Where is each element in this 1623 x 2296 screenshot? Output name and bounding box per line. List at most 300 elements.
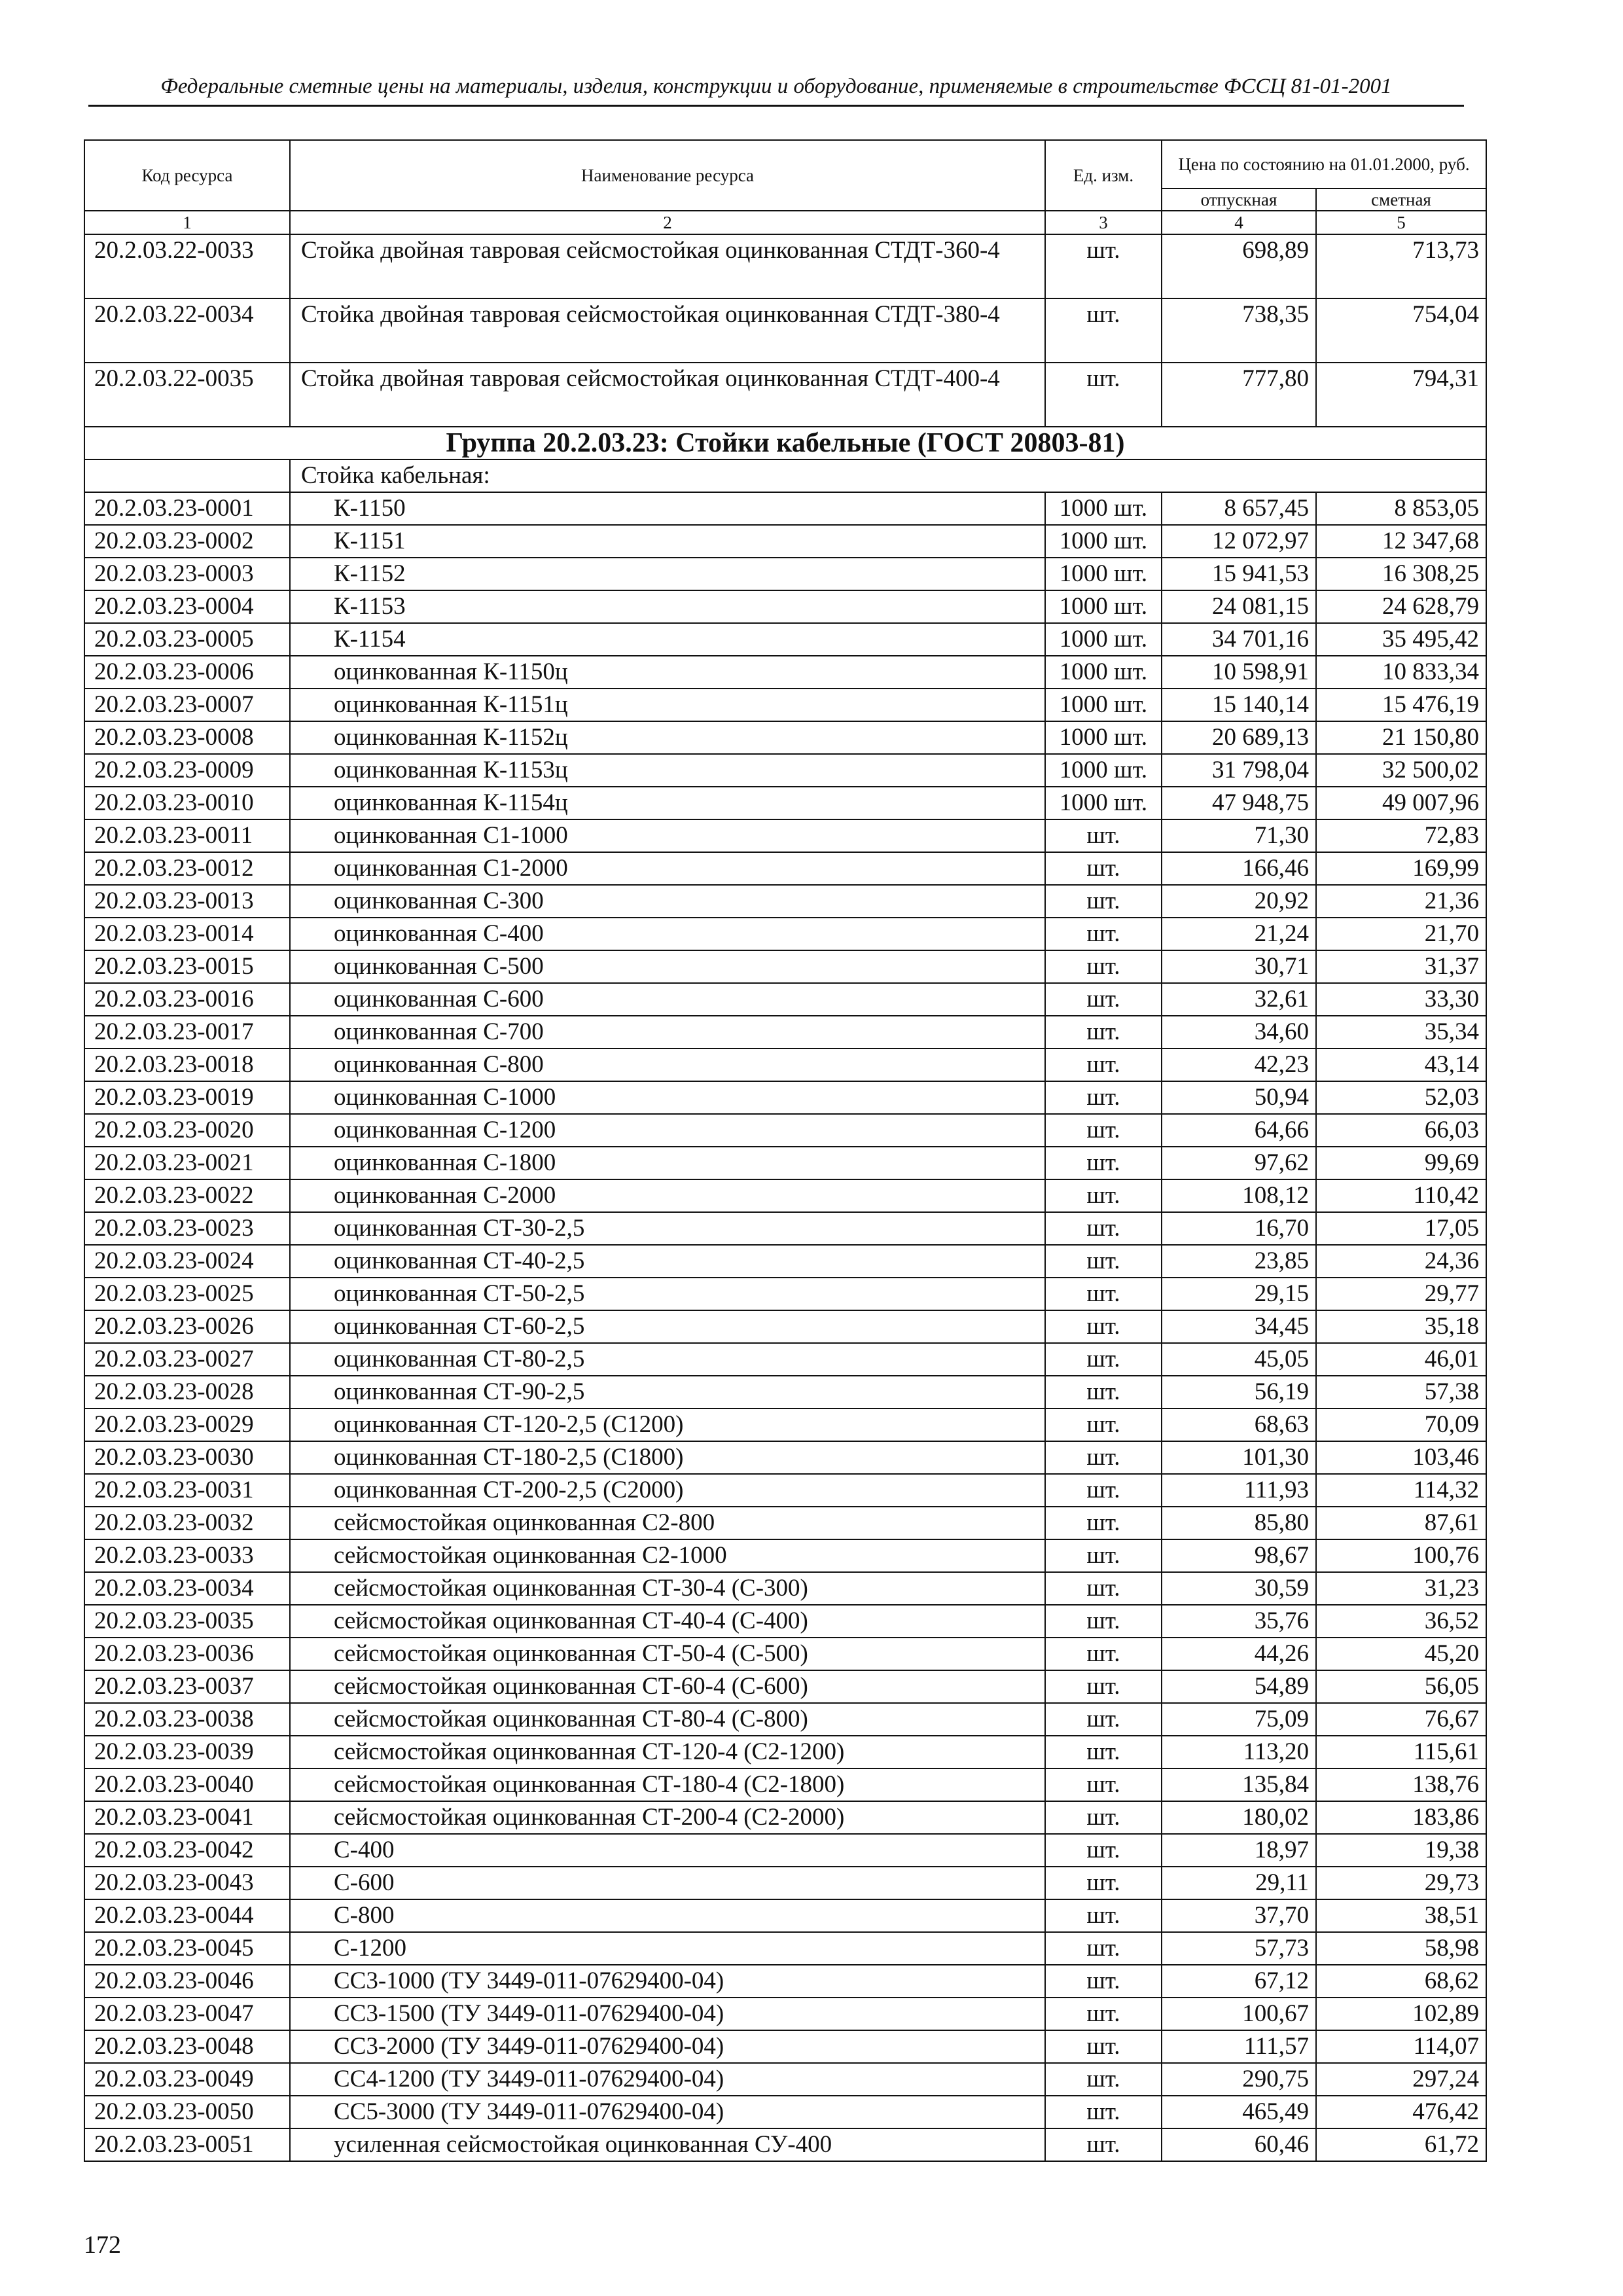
resource-name: оцинкованная С-600 <box>290 983 1045 1016</box>
release-price: 12 072,97 <box>1162 525 1316 558</box>
table-row <box>84 689 1486 721</box>
estimate-price: 713,73 <box>1316 234 1486 298</box>
resource-code: 20.2.03.23-0024 <box>84 1245 290 1278</box>
table-row <box>84 234 1486 298</box>
resource-name: К-1153 <box>290 590 1045 623</box>
release-price: 465,49 <box>1162 2096 1316 2128</box>
release-price: 97,62 <box>1162 1147 1316 1179</box>
unit: шт. <box>1045 1736 1162 1768</box>
table-row <box>84 950 1486 983</box>
table-row <box>84 1343 1486 1376</box>
unit: шт. <box>1045 885 1162 918</box>
resource-code: 20.2.03.23-0018 <box>84 1049 290 1081</box>
resource-name: Стойка двойная тавровая сейсмостойкая оцинкованная СТДТ-360-4 <box>290 234 1045 298</box>
resource-name: оцинкованная СТ-50-2,5 <box>290 1278 1045 1310</box>
release-price: 75,09 <box>1162 1703 1316 1736</box>
resource-code: 20.2.03.23-0017 <box>84 1016 290 1049</box>
resource-code: 20.2.03.23-0015 <box>84 950 290 983</box>
resource-name: сейсмостойкая оцинкованная СТ-40-4 (С-400) <box>290 1605 1045 1638</box>
group-heading-row <box>84 427 1486 459</box>
col-header-estimate: сметная <box>1316 188 1486 211</box>
unit: шт. <box>1045 1310 1162 1343</box>
resource-name: оцинкованная СТ-30-2,5 <box>290 1212 1045 1245</box>
resource-name: оцинкованная С1-1000 <box>290 819 1045 852</box>
unit: шт. <box>1045 1965 1162 1998</box>
resource-code: 20.2.03.23-0007 <box>84 689 290 721</box>
resource-code: 20.2.03.23-0013 <box>84 885 290 918</box>
table-row <box>84 2030 1486 2063</box>
unit: шт. <box>1045 1245 1162 1278</box>
resource-name: оцинкованная СТ-200-2,5 (С2000) <box>290 1474 1045 1507</box>
resource-code: 20.2.03.23-0045 <box>84 1932 290 1965</box>
estimate-price: 103,46 <box>1316 1441 1486 1474</box>
table-row <box>84 721 1486 754</box>
table-row <box>84 885 1486 918</box>
release-price: 698,89 <box>1162 234 1316 298</box>
resource-name: оцинкованная С-1200 <box>290 1114 1045 1147</box>
col-number: 3 <box>1045 211 1162 234</box>
resource-code: 20.2.03.23-0036 <box>84 1638 290 1670</box>
unit: 1000 шт. <box>1045 525 1162 558</box>
estimate-price: 52,03 <box>1316 1081 1486 1114</box>
empty-cell <box>84 459 290 492</box>
table-row <box>84 787 1486 819</box>
release-price: 34,60 <box>1162 1016 1316 1049</box>
resource-name: К-1154 <box>290 623 1045 656</box>
unit: шт. <box>1045 1932 1162 1965</box>
estimate-price: 68,62 <box>1316 1965 1486 1998</box>
table-row <box>84 819 1486 852</box>
table-row <box>84 1703 1486 1736</box>
estimate-price: 38,51 <box>1316 1899 1486 1932</box>
resource-code: 20.2.03.23-0016 <box>84 983 290 1016</box>
resource-name: оцинкованная СТ-40-2,5 <box>290 1245 1045 1278</box>
resource-name: оцинкованная СТ-60-2,5 <box>290 1310 1045 1343</box>
unit: шт. <box>1045 2030 1162 2063</box>
group-title: Группа 20.2.03.23: Стойки кабельные (ГОСТ 20803-81) <box>84 427 1486 459</box>
table-row <box>84 1376 1486 1408</box>
estimate-price: 8 853,05 <box>1316 492 1486 525</box>
unit: шт. <box>1045 1016 1162 1049</box>
estimate-price: 15 476,19 <box>1316 689 1486 721</box>
table-row <box>84 1147 1486 1179</box>
resource-code: 20.2.03.23-0037 <box>84 1670 290 1703</box>
resource-name: Стойка двойная тавровая сейсмостойкая оцинкованная СТДТ-380-4 <box>290 298 1045 363</box>
col-header-release: отпускная <box>1162 188 1316 211</box>
release-price: 10 598,91 <box>1162 656 1316 689</box>
unit: 1000 шт. <box>1045 558 1162 590</box>
unit: шт. <box>1045 1441 1162 1474</box>
resource-code: 20.2.03.23-0004 <box>84 590 290 623</box>
estimate-price: 36,52 <box>1316 1605 1486 1638</box>
resource-code: 20.2.03.23-0011 <box>84 819 290 852</box>
unit: шт. <box>1045 1376 1162 1408</box>
resource-code: 20.2.03.22-0034 <box>84 298 290 363</box>
unit: шт. <box>1045 1834 1162 1867</box>
table-row <box>84 1899 1486 1932</box>
resource-name: сейсмостойкая оцинкованная СТ-50-4 (С-500) <box>290 1638 1045 1670</box>
estimate-price: 72,83 <box>1316 819 1486 852</box>
release-price: 64,66 <box>1162 1114 1316 1147</box>
table-row <box>84 1768 1486 1801</box>
estimate-price: 102,89 <box>1316 1998 1486 2030</box>
release-price: 18,97 <box>1162 1834 1316 1867</box>
release-price: 20 689,13 <box>1162 721 1316 754</box>
table-row <box>84 2128 1486 2161</box>
resource-code: 20.2.03.23-0041 <box>84 1801 290 1834</box>
resource-name: сейсмостойкая оцинкованная СТ-30-4 (С-300) <box>290 1572 1045 1605</box>
release-price: 777,80 <box>1162 363 1316 427</box>
unit: шт. <box>1045 1638 1162 1670</box>
table-row <box>84 623 1486 656</box>
table-row <box>84 298 1486 363</box>
unit: 1000 шт. <box>1045 656 1162 689</box>
resource-code: 20.2.03.23-0034 <box>84 1572 290 1605</box>
resource-code: 20.2.03.23-0012 <box>84 852 290 885</box>
table-row <box>84 852 1486 885</box>
resource-name: сейсмостойкая оцинкованная С2-1000 <box>290 1539 1045 1572</box>
resource-code: 20.2.03.23-0049 <box>84 2063 290 2096</box>
table-row <box>84 656 1486 689</box>
resource-name: оцинкованная С-800 <box>290 1049 1045 1081</box>
resource-code: 20.2.03.22-0035 <box>84 363 290 427</box>
col-number: 2 <box>290 211 1045 234</box>
resource-code: 20.2.03.23-0001 <box>84 492 290 525</box>
unit: 1000 шт. <box>1045 721 1162 754</box>
unit: шт. <box>1045 852 1162 885</box>
resource-code: 20.2.03.23-0035 <box>84 1605 290 1638</box>
estimate-price: 21,36 <box>1316 885 1486 918</box>
resource-code: 20.2.03.23-0029 <box>84 1408 290 1441</box>
resource-name: сейсмостойкая оцинкованная СТ-200-4 (С2-2000) <box>290 1801 1045 1834</box>
unit: шт. <box>1045 1670 1162 1703</box>
estimate-price: 110,42 <box>1316 1179 1486 1212</box>
resource-name: оцинкованная СТ-120-2,5 (С1200) <box>290 1408 1045 1441</box>
release-price: 47 948,75 <box>1162 787 1316 819</box>
resource-name: СС3-1000 (ТУ 3449-011-07629400-04) <box>290 1965 1045 1998</box>
unit: 1000 шт. <box>1045 492 1162 525</box>
table-row <box>84 918 1486 950</box>
resource-name: СС3-2000 (ТУ 3449-011-07629400-04) <box>290 2030 1045 2063</box>
table-row <box>84 1801 1486 1834</box>
table-row <box>84 1539 1486 1572</box>
table-row <box>84 363 1486 427</box>
table-row <box>84 1441 1486 1474</box>
estimate-price: 33,30 <box>1316 983 1486 1016</box>
resource-code: 20.2.03.23-0038 <box>84 1703 290 1736</box>
estimate-price: 17,05 <box>1316 1212 1486 1245</box>
release-price: 29,11 <box>1162 1867 1316 1899</box>
unit: шт. <box>1045 983 1162 1016</box>
release-price: 15 941,53 <box>1162 558 1316 590</box>
table-row <box>84 754 1486 787</box>
unit: шт. <box>1045 2128 1162 2161</box>
resource-name: оцинкованная С-400 <box>290 918 1045 950</box>
resource-code: 20.2.03.23-0021 <box>84 1147 290 1179</box>
release-price: 8 657,45 <box>1162 492 1316 525</box>
table-row <box>84 1605 1486 1638</box>
resource-code: 20.2.03.23-0022 <box>84 1179 290 1212</box>
release-price: 111,57 <box>1162 2030 1316 2063</box>
unit: шт. <box>1045 819 1162 852</box>
resource-name: оцинкованная С-1000 <box>290 1081 1045 1114</box>
estimate-price: 138,76 <box>1316 1768 1486 1801</box>
estimate-price: 115,61 <box>1316 1736 1486 1768</box>
resource-code: 20.2.03.23-0003 <box>84 558 290 590</box>
estimate-price: 49 007,96 <box>1316 787 1486 819</box>
unit: шт. <box>1045 1049 1162 1081</box>
unit: шт. <box>1045 1768 1162 1801</box>
release-price: 42,23 <box>1162 1049 1316 1081</box>
resource-name: оцинкованная СТ-180-2,5 (С1800) <box>290 1441 1045 1474</box>
resource-code: 20.2.03.23-0026 <box>84 1310 290 1343</box>
resource-name: СС5-3000 (ТУ 3449-011-07629400-04) <box>290 2096 1045 2128</box>
resource-name: оцинкованная С-300 <box>290 885 1045 918</box>
table-row <box>84 983 1486 1016</box>
unit: шт. <box>1045 1408 1162 1441</box>
unit: шт. <box>1045 1474 1162 1507</box>
estimate-price: 29,77 <box>1316 1278 1486 1310</box>
unit: 1000 шт. <box>1045 787 1162 819</box>
resource-name: СС4-1200 (ТУ 3449-011-07629400-04) <box>290 2063 1045 2096</box>
resource-code: 20.2.03.23-0048 <box>84 2030 290 2063</box>
table-row <box>84 1474 1486 1507</box>
estimate-price: 114,07 <box>1316 2030 1486 2063</box>
estimate-price: 35 495,42 <box>1316 623 1486 656</box>
release-price: 85,80 <box>1162 1507 1316 1539</box>
estimate-price: 70,09 <box>1316 1408 1486 1441</box>
resource-code: 20.2.03.23-0042 <box>84 1834 290 1867</box>
resource-code: 20.2.03.23-0028 <box>84 1376 290 1408</box>
unit: шт. <box>1045 1605 1162 1638</box>
resource-name: Стойка двойная тавровая сейсмостойкая оцинкованная СТДТ-400-4 <box>290 363 1045 427</box>
estimate-price: 32 500,02 <box>1316 754 1486 787</box>
resource-code: 20.2.03.23-0014 <box>84 918 290 950</box>
resource-code: 20.2.03.23-0008 <box>84 721 290 754</box>
estimate-price: 19,38 <box>1316 1834 1486 1867</box>
unit: шт. <box>1045 1278 1162 1310</box>
release-price: 111,93 <box>1162 1474 1316 1507</box>
unit: шт. <box>1045 298 1162 363</box>
resource-code: 20.2.03.23-0046 <box>84 1965 290 1998</box>
table-row <box>84 1867 1486 1899</box>
resource-code: 20.2.03.23-0025 <box>84 1278 290 1310</box>
col-number: 1 <box>84 211 290 234</box>
release-price: 20,92 <box>1162 885 1316 918</box>
release-price: 71,30 <box>1162 819 1316 852</box>
table-row <box>84 1507 1486 1539</box>
estimate-price: 476,42 <box>1316 2096 1486 2128</box>
resource-name: К-1152 <box>290 558 1045 590</box>
resource-code: 20.2.03.23-0027 <box>84 1343 290 1376</box>
subgroup-title: Стойка кабельная: <box>290 459 1486 492</box>
table-row <box>84 2096 1486 2128</box>
estimate-price: 46,01 <box>1316 1343 1486 1376</box>
resource-name: оцинкованная К-1151ц <box>290 689 1045 721</box>
unit: шт. <box>1045 1081 1162 1114</box>
estimate-price: 21,70 <box>1316 918 1486 950</box>
unit: 1000 шт. <box>1045 754 1162 787</box>
estimate-price: 31,23 <box>1316 1572 1486 1605</box>
resource-code: 20.2.03.23-0040 <box>84 1768 290 1801</box>
unit: шт. <box>1045 1801 1162 1834</box>
table-row <box>84 1278 1486 1310</box>
resource-name: оцинкованная С-700 <box>290 1016 1045 1049</box>
table-row <box>84 1081 1486 1114</box>
unit: шт. <box>1045 1507 1162 1539</box>
resource-name: С-1200 <box>290 1932 1045 1965</box>
table-row <box>84 1179 1486 1212</box>
release-price: 57,73 <box>1162 1932 1316 1965</box>
unit: 1000 шт. <box>1045 689 1162 721</box>
release-price: 113,20 <box>1162 1736 1316 1768</box>
col-number: 5 <box>1316 211 1486 234</box>
table-row <box>84 1965 1486 1998</box>
release-price: 738,35 <box>1162 298 1316 363</box>
estimate-price: 76,67 <box>1316 1703 1486 1736</box>
page-number: 172 <box>84 2231 121 2259</box>
estimate-price: 183,86 <box>1316 1801 1486 1834</box>
unit: 1000 шт. <box>1045 590 1162 623</box>
resource-code: 20.2.03.23-0002 <box>84 525 290 558</box>
resource-name: оцинкованная С-1800 <box>290 1147 1045 1179</box>
estimate-price: 31,37 <box>1316 950 1486 983</box>
estimate-price: 35,18 <box>1316 1310 1486 1343</box>
resource-name: оцинкованная СТ-80-2,5 <box>290 1343 1045 1376</box>
release-price: 180,02 <box>1162 1801 1316 1834</box>
unit: шт. <box>1045 2063 1162 2096</box>
resource-name: оцинкованная К-1152ц <box>290 721 1045 754</box>
release-price: 24 081,15 <box>1162 590 1316 623</box>
release-price: 31 798,04 <box>1162 754 1316 787</box>
unit: шт. <box>1045 1572 1162 1605</box>
resource-name: сейсмостойкая оцинкованная С2-800 <box>290 1507 1045 1539</box>
unit: шт. <box>1045 1998 1162 2030</box>
estimate-price: 87,61 <box>1316 1507 1486 1539</box>
resource-code: 20.2.03.23-0031 <box>84 1474 290 1507</box>
resource-code: 20.2.03.23-0050 <box>84 2096 290 2128</box>
resource-code: 20.2.03.23-0030 <box>84 1441 290 1474</box>
col-header-price: Цена по состоянию на 01.01.2000, руб. <box>1162 140 1486 188</box>
unit: шт. <box>1045 1539 1162 1572</box>
release-price: 34,45 <box>1162 1310 1316 1343</box>
unit: шт. <box>1045 1867 1162 1899</box>
unit: шт. <box>1045 950 1162 983</box>
table-row <box>84 1670 1486 1703</box>
table-row <box>84 1114 1486 1147</box>
release-price: 21,24 <box>1162 918 1316 950</box>
resource-name: сейсмостойкая оцинкованная СТ-80-4 (С-800) <box>290 1703 1045 1736</box>
estimate-price: 56,05 <box>1316 1670 1486 1703</box>
resource-code: 20.2.03.23-0006 <box>84 656 290 689</box>
release-price: 44,26 <box>1162 1638 1316 1670</box>
release-price: 290,75 <box>1162 2063 1316 2096</box>
release-price: 16,70 <box>1162 1212 1316 1245</box>
estimate-price: 10 833,34 <box>1316 656 1486 689</box>
table-row <box>84 1834 1486 1867</box>
col-header-name: Наименование ресурса <box>290 140 1045 211</box>
resource-name: С-600 <box>290 1867 1045 1899</box>
estimate-price: 29,73 <box>1316 1867 1486 1899</box>
table-row <box>84 1049 1486 1081</box>
estimate-price: 169,99 <box>1316 852 1486 885</box>
release-price: 45,05 <box>1162 1343 1316 1376</box>
resource-name: С-800 <box>290 1899 1045 1932</box>
unit: шт. <box>1045 1343 1162 1376</box>
estimate-price: 57,38 <box>1316 1376 1486 1408</box>
release-price: 15 140,14 <box>1162 689 1316 721</box>
estimate-price: 45,20 <box>1316 1638 1486 1670</box>
resource-code: 20.2.03.23-0044 <box>84 1899 290 1932</box>
resource-name: С-400 <box>290 1834 1045 1867</box>
release-price: 67,12 <box>1162 1965 1316 1998</box>
resource-code: 20.2.03.23-0005 <box>84 623 290 656</box>
unit: шт. <box>1045 2096 1162 2128</box>
estimate-price: 24,36 <box>1316 1245 1486 1278</box>
table-row <box>84 525 1486 558</box>
estimate-price: 114,32 <box>1316 1474 1486 1507</box>
estimate-price: 58,98 <box>1316 1932 1486 1965</box>
estimate-price: 794,31 <box>1316 363 1486 427</box>
resource-name: оцинкованная К-1150ц <box>290 656 1045 689</box>
table-row <box>84 558 1486 590</box>
resource-code: 20.2.03.23-0047 <box>84 1998 290 2030</box>
resource-code: 20.2.03.23-0023 <box>84 1212 290 1245</box>
resource-name: оцинкованная С1-2000 <box>290 852 1045 885</box>
release-price: 68,63 <box>1162 1408 1316 1441</box>
estimate-price: 21 150,80 <box>1316 721 1486 754</box>
table-row <box>84 1736 1486 1768</box>
price-table <box>84 139 1487 2162</box>
release-price: 56,19 <box>1162 1376 1316 1408</box>
estimate-price: 16 308,25 <box>1316 558 1486 590</box>
col-header-unit: Ед. изм. <box>1045 140 1162 211</box>
release-price: 54,89 <box>1162 1670 1316 1703</box>
resource-name: оцинкованная С-500 <box>290 950 1045 983</box>
release-price: 30,59 <box>1162 1572 1316 1605</box>
unit: 1000 шт. <box>1045 623 1162 656</box>
table-row <box>84 1408 1486 1441</box>
release-price: 98,67 <box>1162 1539 1316 1572</box>
release-price: 50,94 <box>1162 1081 1316 1114</box>
resource-name: оцинкованная К-1153ц <box>290 754 1045 787</box>
release-price: 34 701,16 <box>1162 623 1316 656</box>
resource-name: оцинкованная СТ-90-2,5 <box>290 1376 1045 1408</box>
estimate-price: 43,14 <box>1316 1049 1486 1081</box>
resource-name: оцинкованная С-2000 <box>290 1179 1045 1212</box>
unit: шт. <box>1045 1114 1162 1147</box>
resource-name: сейсмостойкая оцинкованная СТ-120-4 (С2-1200) <box>290 1736 1045 1768</box>
header-rule <box>88 105 1464 107</box>
table-row <box>84 1310 1486 1343</box>
table-row <box>84 1572 1486 1605</box>
table-row <box>84 1932 1486 1965</box>
resource-name: сейсмостойкая оцинкованная СТ-180-4 (С2-1800) <box>290 1768 1045 1801</box>
resource-name: сейсмостойкая оцинкованная СТ-60-4 (С-600) <box>290 1670 1045 1703</box>
resource-code: 20.2.03.23-0020 <box>84 1114 290 1147</box>
unit: шт. <box>1045 1899 1162 1932</box>
release-price: 23,85 <box>1162 1245 1316 1278</box>
release-price: 101,30 <box>1162 1441 1316 1474</box>
resource-code: 20.2.03.23-0009 <box>84 754 290 787</box>
resource-code: 20.2.03.23-0051 <box>84 2128 290 2161</box>
subgroup-row <box>84 459 1486 492</box>
release-price: 100,67 <box>1162 1998 1316 2030</box>
resource-code: 20.2.03.23-0032 <box>84 1507 290 1539</box>
resource-code: 20.2.03.23-0033 <box>84 1539 290 1572</box>
unit: шт. <box>1045 234 1162 298</box>
resource-code: 20.2.03.23-0010 <box>84 787 290 819</box>
